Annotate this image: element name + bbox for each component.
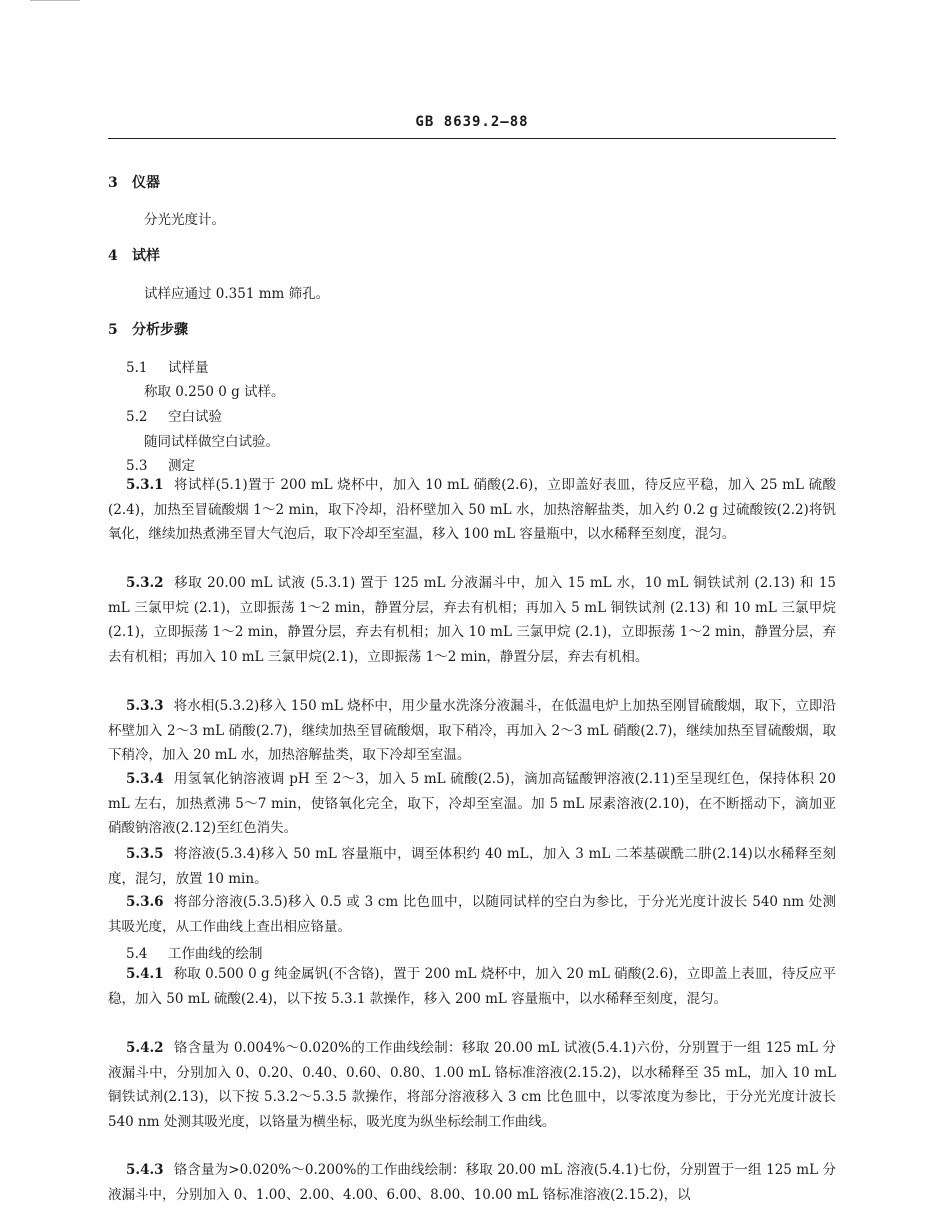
subsection-title: 测定 — [168, 458, 195, 474]
subsection-5-2-body: 随同试样做空白试验。 — [144, 434, 279, 450]
scan-edge-mark — [30, 0, 80, 1]
subsection-title: 试样量 — [168, 360, 209, 376]
subsection-title: 空白试验 — [168, 409, 222, 425]
subsection-5-2 — [126, 405, 222, 425]
subsection-5-1 — [126, 356, 209, 376]
clause-text: 称取 0.500 0 g 纯金属钒(不含铬)，置于 200 mL 烧杯中，加入 20 mL 硝酸(2.6)，立即盖上表皿，待反应平稳，加入 50 mL 硫酸(2.4)，以下按 5.3.1 款操作，移入 200 mL 容量瓶中，以水稀释至刻度，混匀。 — [108, 966, 836, 1007]
subsection-5-1-body: 称取 0.250 0 g 试样。 — [144, 384, 285, 400]
header-rule — [108, 138, 836, 139]
clause-text: 铬含量为 0.004%～0.020%的工作曲线绘制：移取 20.00 mL 试液(5.4.1)六份，分别置于一组 125 mL 分液漏斗中，分别加入 0、0.20、0.40、0.60、0.80、1.00 mL 铬标准溶液(2.15.2)，以水稀释至 35 mL，加入 10 mL 铜铁试剂(2.13)，以下按 5.3.2～5.3.5 款操作，将部分溶液移入 3 cm 比色皿中，以零浓度为参比，于分光光度计波长 540 nm 处测其吸光度，以铬量为横坐标，吸光度为纵坐标绘制工作曲线。 — [108, 1040, 836, 1131]
section-title: 试样 — [132, 248, 160, 264]
subsection-number: 5.4 — [126, 946, 148, 962]
clause-number: 5.4.2 — [126, 1040, 164, 1056]
paragraph-5-4-1 — [108, 962, 836, 1011]
section-number: 3 — [108, 175, 118, 191]
clause-number: 5.3.5 — [126, 846, 164, 862]
subsection-title: 工作曲线的绘制 — [168, 946, 263, 962]
paragraph-5-3-2 — [108, 571, 836, 670]
paragraph-5-4-2 — [108, 1036, 836, 1135]
clause-text: 将水相(5.3.2)移入 150 mL 烧杯中，用少量水洗涤分液漏斗，在低温电炉上加热至刚冒硫酸烟，取下，立即沿杯壁加入 2～3 mL 硝酸(2.7)，继续加热至冒硫酸烟，取下稍冷，再加入 2～3 mL 硝酸(2.7)，继续加热至冒硫酸烟，取下稍冷，加入 20 mL 水，加热溶解盐类，取下冷却至室温。 — [108, 698, 836, 764]
subsection-number: 5.2 — [126, 409, 148, 425]
section-title: 分析步骤 — [132, 322, 188, 338]
paragraph-5-3-1 — [108, 473, 836, 547]
subsection-5-3 — [126, 454, 195, 474]
clause-text: 用氢氧化钠溶液调 pH 至 2～3，加入 5 mL 硫酸(2.5)，滴加高锰酸钾溶液(2.11)至呈现红色，保持体积 20 mL 左右，加热煮沸 5～7 min，使铬氧化完全，取下，冷却至室温。加 5 mL 尿素溶液(2.10)，在不断摇动下，滴加亚硝酸钠溶液(2.12)至红色消失。 — [108, 771, 836, 837]
clause-number: 5.4.1 — [126, 966, 164, 982]
clause-number: 5.3.6 — [126, 894, 164, 910]
standard-header: GB 8639.2—88 — [415, 114, 529, 130]
section-title: 仪器 — [132, 175, 160, 191]
clause-text: 将溶液(5.3.4)移入 50 mL 容量瓶中，调至体积约 40 mL，加入 3 mL 二苯基碳酰二肼(2.14)以水稀释至刻度，混匀，放置 10 min。 — [108, 846, 836, 887]
section-number: 4 — [108, 248, 118, 264]
clause-number: 5.3.2 — [126, 575, 164, 591]
paragraph-5-3-4 — [108, 767, 836, 841]
clause-text: 铬含量为>0.020%～0.200%的工作曲线绘制：移取 20.00 mL 溶液(5.4.1)七份，分别置于一组 125 mL 分液漏斗中，分别加入 0、1.00、2.00、4.00、6.00、8.00、10.00 mL 铬标准溶液(2.15.2)，以 — [108, 1162, 836, 1203]
clause-number: 5.3.4 — [126, 771, 164, 787]
clause-number: 5.4.3 — [126, 1162, 164, 1178]
paragraph-5-3-3 — [108, 694, 836, 768]
subsection-5-4 — [126, 942, 263, 962]
paragraph-5-4-3 — [108, 1158, 836, 1207]
section-3-body: 分光光度计。 — [144, 212, 225, 228]
section-4-body: 试样应通过 0.351 mm 筛孔。 — [144, 286, 330, 302]
section-4-heading — [108, 245, 160, 265]
clause-number: 5.3.3 — [126, 698, 164, 714]
clause-number: 5.3.1 — [126, 477, 164, 493]
section-3-heading — [108, 172, 160, 192]
clause-text: 移取 20.00 mL 试液 (5.3.1) 置于 125 mL 分液漏斗中，加入 15 mL 水，10 mL 铜铁试剂 (2.13) 和 15 mL 三氯甲烷 (2.1)，立即振荡 1～2 min，静置分层，弃去有机相；再加入 5 mL 铜铁试剂 (2.13) 和 10 mL 三氯甲烷 (2.1)，立即振荡 1～2 min，静置分层，弃去有机相；加入 10 mL 三氯甲烷 (2.1)，立即振荡 1～2 min，静置分层，弃去有机相；再加入 10 mL 三氯甲烷(2.1)，立即振荡 1～2 min，静置分层，弃去有机相。 — [108, 575, 836, 666]
paragraph-5-3-5 — [108, 842, 836, 891]
clause-text: 将试样(5.1)置于 200 mL 烧杯中，加入 10 mL 硝酸(2.6)，立即盖好表皿，待反应平稳，加入 25 mL 硫酸(2.4)，加热至冒硫酸烟 1～2 min，取下冷却，沿杯壁加入 50 mL 水，加热溶解盐类，加入约 0.2 g 过硫酸铵(2.2)将钒氧化，继续加热煮沸至冒大气泡后，取下冷却至室温，移入 100 mL 容量瓶中，以水稀释至刻度，混匀。 — [108, 477, 836, 543]
subsection-number: 5.1 — [126, 360, 148, 376]
subsection-number: 5.3 — [126, 458, 148, 474]
section-number: 5 — [108, 322, 118, 338]
section-5-heading — [108, 319, 188, 339]
clause-text: 将部分溶液(5.3.5)移入 0.5 或 3 cm 比色皿中，以随同试样的空白为参比，于分光光度计波长 540 nm 处测其吸光度，从工作曲线上查出相应铬量。 — [108, 894, 836, 935]
paragraph-5-3-6 — [108, 890, 836, 939]
